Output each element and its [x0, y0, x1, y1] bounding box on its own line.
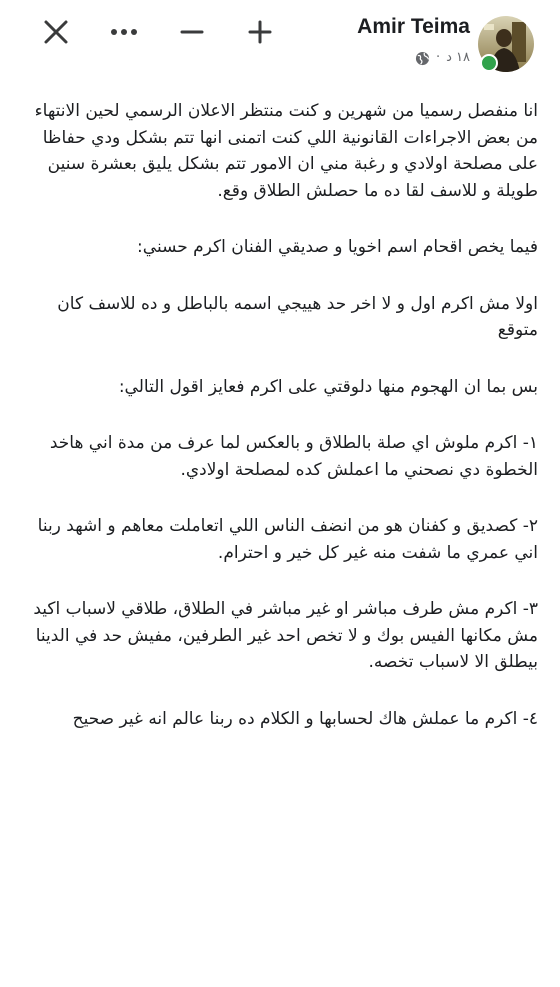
plus-icon	[248, 20, 272, 44]
author-name[interactable]: Amir Teima	[357, 15, 470, 38]
more-options-button[interactable]	[90, 12, 158, 52]
separator-dot: ·	[435, 50, 441, 65]
post-paragraph: ٤- اكرم ما عملش هاك لحسابها و الكلام ده ربنا عالم انه غير صحيح	[72, 708, 538, 729]
post-paragraph: ٣- اكرم مش طرف مباشر او غير مباشر في الطلاق، طلاقي لاسباب اكيد مش مكانها الفيس بوك و لا تخص احد غير الطرفين، مفيش حد في الدينا بيطلق الا لاسباب تخصه.	[33, 599, 538, 672]
more-options-icon	[110, 28, 138, 36]
close-icon	[43, 19, 69, 45]
globe-icon[interactable]	[415, 51, 430, 66]
close-button[interactable]	[22, 12, 90, 52]
post-paragraph: ١- اكرم ملوش اي صلة بالطلاق و بالعكس لما عرف من مدة اني هاخد الخطوة دي نصحني ما اعملش كده لمصلحة اولادي.	[49, 433, 538, 480]
author-avatar-wrap	[478, 16, 534, 72]
post-paragraph: انا منفصل رسميا من شهرين و كنت منتظر الاعلان الرسمي لحين الانتهاء من بعض الاجراءات القانونية اللي كنت اتمنى انها تتم بشكل ودي حفاظا على مصلحة اولادي و رغبة مني ان الامور تتم بشكل يليق بعشرة سنين طويلة و للاسف لقا ده ما حصلش الطلاق وقع.	[34, 101, 538, 201]
post-paragraph: فيما يخص اقحام اسم اخويا و صديقي الفنان اكرم حسني:	[137, 237, 538, 257]
post-timestamp[interactable]: ١٨ د	[446, 50, 470, 65]
online-status-dot	[480, 54, 498, 72]
minimize-button[interactable]	[158, 12, 226, 52]
post-paragraph: ٢- كصديق و كفنان هو من انضف الناس اللي اتعاملت معاهم و اشهد ربنا اني عمري ما شفت منه غير كل خير و احترام.	[37, 516, 538, 563]
window-toolbar	[22, 10, 294, 54]
author-info	[357, 14, 470, 66]
post-header	[0, 0, 560, 90]
post-paragraph: بس بما ان الهجوم منها دلوقتي على اكرم فعايز اقول التالي:	[118, 376, 538, 397]
post-text	[18, 98, 538, 762]
minimize-icon	[180, 29, 204, 35]
post-meta	[357, 50, 470, 66]
post-paragraph: اولا مش اكرم اول و لا اخر حد هييجي اسمه بالباطل و ده للاسف كان متوقع	[57, 293, 538, 340]
add-button[interactable]	[226, 12, 294, 52]
